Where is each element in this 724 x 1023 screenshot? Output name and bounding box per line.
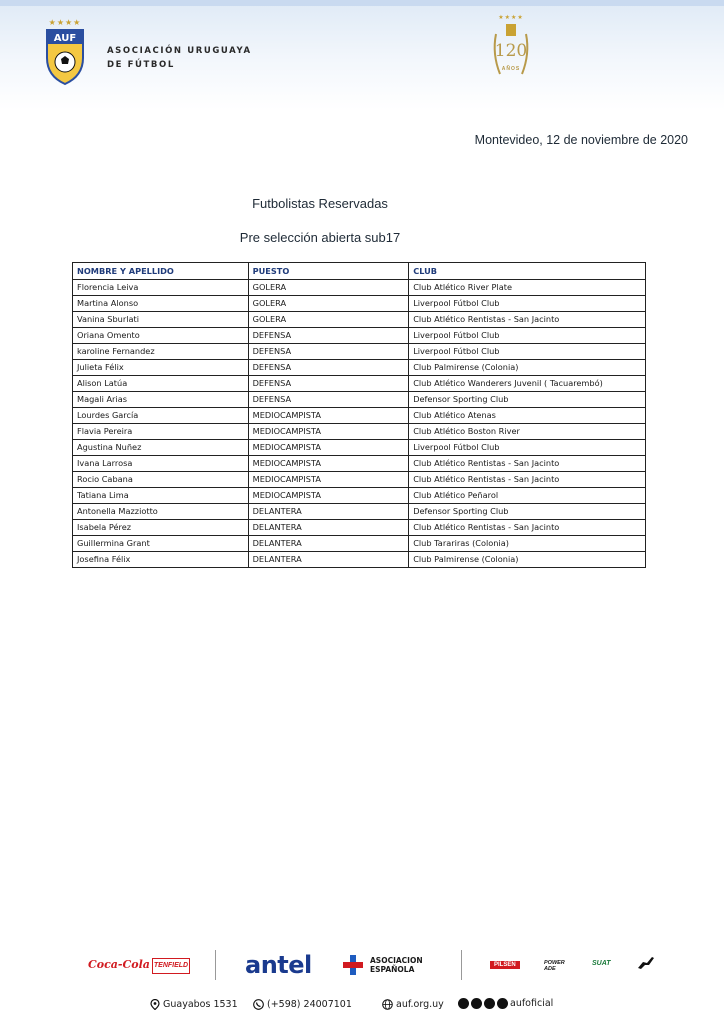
player-club: Club Palmirense (Colonia) bbox=[409, 552, 646, 568]
website-text[interactable]: auf.org.uy bbox=[396, 999, 444, 1010]
player-club: Club Atlético River Plate bbox=[409, 280, 646, 296]
coca-cola-logo: Coca-Cola bbox=[88, 958, 150, 971]
powerade-line2: ADE bbox=[544, 966, 556, 972]
player-position: DELANTERA bbox=[248, 520, 409, 536]
document-subtitle: Pre selección abierta sub17 bbox=[239, 230, 401, 245]
pilsen-logo: PILSEN bbox=[490, 961, 520, 969]
document-title: Futbolistas Reservadas bbox=[252, 196, 388, 211]
anniversary-logo bbox=[488, 14, 534, 90]
asociacion-espanola-logo bbox=[370, 956, 423, 974]
phone-icon bbox=[253, 999, 264, 1010]
player-position: MEDIOCAMPISTA bbox=[248, 408, 409, 424]
table-row bbox=[73, 424, 646, 440]
player-position: DELANTERA bbox=[248, 536, 409, 552]
powerade-logo bbox=[544, 960, 565, 972]
table-row bbox=[73, 328, 646, 344]
powerade-line1: POWER bbox=[544, 960, 565, 966]
player-name: Agustina Nuñez bbox=[73, 440, 249, 456]
player-position: DEFENSA bbox=[248, 328, 409, 344]
org-name-line1: ASOCIACIÓN URUGUAYA bbox=[107, 46, 252, 56]
antel-logo: antel bbox=[245, 951, 312, 979]
anniversary-label: AÑOS bbox=[501, 66, 521, 72]
table-row bbox=[73, 488, 646, 504]
player-name: Florencia Leiva bbox=[73, 280, 249, 296]
player-club: Defensor Sporting Club bbox=[409, 392, 646, 408]
column-header-position: PUESTO bbox=[248, 263, 409, 280]
instagram-icon[interactable] bbox=[484, 998, 495, 1009]
divider bbox=[215, 950, 216, 980]
stars-icon: ★★★★ bbox=[48, 18, 82, 27]
table-row bbox=[73, 536, 646, 552]
player-name: Lourdes García bbox=[73, 408, 249, 424]
player-name: Antonella Mazziotto bbox=[73, 504, 249, 520]
player-name: Martina Alonso bbox=[73, 296, 249, 312]
youtube-icon[interactable] bbox=[497, 998, 508, 1009]
player-club: Club Atlético Rentistas - San Jacinto bbox=[409, 312, 646, 328]
cross-icon bbox=[343, 955, 363, 975]
table-row bbox=[73, 280, 646, 296]
players-table bbox=[72, 262, 646, 568]
globe-icon bbox=[382, 999, 393, 1010]
location-pin-icon bbox=[150, 999, 160, 1010]
column-header-club: CLUB bbox=[409, 263, 646, 280]
player-position: DELANTERA bbox=[248, 504, 409, 520]
table-row bbox=[73, 392, 646, 408]
badge-letters: AUF bbox=[53, 33, 77, 44]
player-club: Club Atlético Rentistas - San Jacinto bbox=[409, 456, 646, 472]
stars-icon: ★★★★ bbox=[498, 15, 524, 21]
player-club: Club Atlético Wanderers Juvenil ( Tacuarembó) bbox=[409, 376, 646, 392]
player-name: Oriana Omento bbox=[73, 328, 249, 344]
player-position: MEDIOCAMPISTA bbox=[248, 440, 409, 456]
asociacion-espanola-line2: ESPAÑOLA bbox=[370, 965, 415, 974]
player-club: Liverpool Fútbol Club bbox=[409, 344, 646, 360]
player-club: Liverpool Fútbol Club bbox=[409, 440, 646, 456]
player-position: MEDIOCAMPISTA bbox=[248, 488, 409, 504]
player-position: GOLERA bbox=[248, 280, 409, 296]
player-position: GOLERA bbox=[248, 312, 409, 328]
social-handle: aufoficial bbox=[510, 998, 554, 1009]
table-row bbox=[73, 504, 646, 520]
social-icons bbox=[458, 998, 555, 1009]
auf-shield-icon bbox=[44, 28, 86, 86]
player-position: DEFENSA bbox=[248, 376, 409, 392]
player-position: MEDIOCAMPISTA bbox=[248, 456, 409, 472]
table-row bbox=[73, 472, 646, 488]
player-name: Flavia Pereira bbox=[73, 424, 249, 440]
table-row bbox=[73, 296, 646, 312]
player-position: DEFENSA bbox=[248, 392, 409, 408]
puma-logo-icon bbox=[637, 956, 655, 973]
player-club: Club Atlético Peñarol bbox=[409, 488, 646, 504]
player-name: Isabela Pérez bbox=[73, 520, 249, 536]
player-club: Liverpool Fútbol Club bbox=[409, 328, 646, 344]
player-club: Club Tarariras (Colonia) bbox=[409, 536, 646, 552]
player-club: Club Atlético Boston River bbox=[409, 424, 646, 440]
player-position: DELANTERA bbox=[248, 552, 409, 568]
footer-address bbox=[150, 999, 238, 1010]
table-row bbox=[73, 408, 646, 424]
table-row bbox=[73, 552, 646, 568]
player-name: Vanina Sburlati bbox=[73, 312, 249, 328]
table-header-row bbox=[73, 263, 646, 280]
twitter-icon[interactable] bbox=[458, 998, 469, 1009]
address-text: Guayabos 1531 bbox=[163, 999, 238, 1010]
player-club: Defensor Sporting Club bbox=[409, 504, 646, 520]
table-row bbox=[73, 344, 646, 360]
player-name: Alison Latúa bbox=[73, 376, 249, 392]
footer-contact bbox=[150, 997, 580, 1015]
table-row bbox=[73, 520, 646, 536]
phone-text: (+598) 24007101 bbox=[267, 999, 352, 1010]
player-position: GOLERA bbox=[248, 296, 409, 312]
player-position: DEFENSA bbox=[248, 344, 409, 360]
player-name: Magali Arias bbox=[73, 392, 249, 408]
letter-date: Montevideo, 12 de noviembre de 2020 bbox=[474, 133, 688, 147]
table-row bbox=[73, 312, 646, 328]
sponsor-bar bbox=[80, 946, 660, 986]
auf-logo bbox=[40, 18, 90, 88]
org-name-line2: DE FÚTBOL bbox=[107, 60, 175, 70]
player-position: DEFENSA bbox=[248, 360, 409, 376]
player-position: MEDIOCAMPISTA bbox=[248, 472, 409, 488]
player-club: Club Atlético Rentistas - San Jacinto bbox=[409, 520, 646, 536]
table-row bbox=[73, 376, 646, 392]
player-name: Guillermina Grant bbox=[73, 536, 249, 552]
footer-website[interactable] bbox=[382, 999, 444, 1010]
player-club: Club Atlético Atenas bbox=[409, 408, 646, 424]
table-row bbox=[73, 360, 646, 376]
column-header-name: NOMBRE Y APELLIDO bbox=[73, 263, 249, 280]
suat-logo: SUAT bbox=[592, 960, 611, 967]
player-name: Tatiana Lima bbox=[73, 488, 249, 504]
player-club: Club Palmirense (Colonia) bbox=[409, 360, 646, 376]
player-position: MEDIOCAMPISTA bbox=[248, 424, 409, 440]
divider bbox=[461, 950, 462, 980]
player-name: Ivana Larrosa bbox=[73, 456, 249, 472]
table-row bbox=[73, 440, 646, 456]
footer-phone bbox=[253, 999, 352, 1010]
tenfield-logo: TENFIELD bbox=[152, 958, 190, 974]
org-name bbox=[107, 44, 252, 72]
player-name: Josefina Félix bbox=[73, 552, 249, 568]
player-club: Club Atlético Rentistas - San Jacinto bbox=[409, 472, 646, 488]
anniversary-number: 120 bbox=[494, 41, 528, 61]
player-name: Rocio Cabana bbox=[73, 472, 249, 488]
facebook-icon[interactable] bbox=[471, 998, 482, 1009]
player-name: karoline Fernandez bbox=[73, 344, 249, 360]
player-name: Julieta Félix bbox=[73, 360, 249, 376]
asociacion-espanola-line1: ASOCIACION bbox=[370, 956, 423, 965]
player-club: Liverpool Fútbol Club bbox=[409, 296, 646, 312]
table-row bbox=[73, 456, 646, 472]
